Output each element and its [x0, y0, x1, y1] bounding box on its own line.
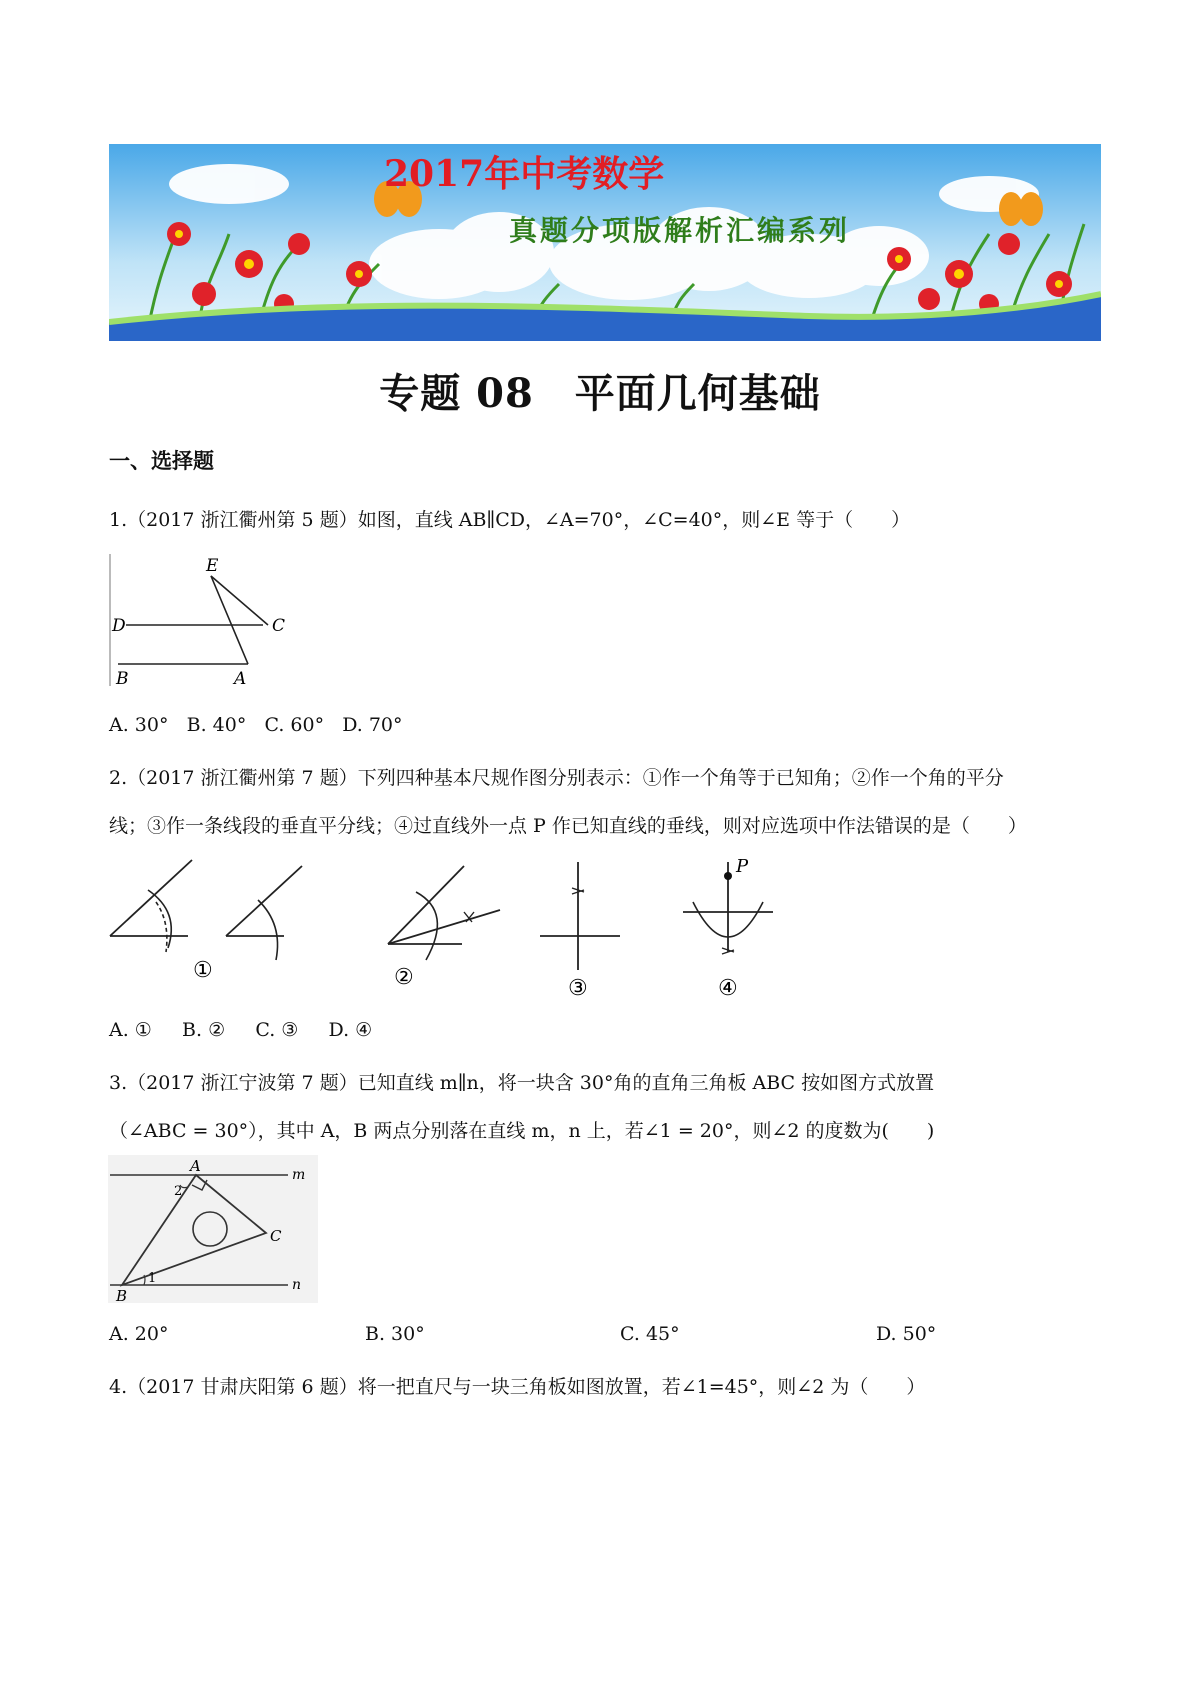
q1-option-b[interactable]: B. 40°: [186, 714, 247, 736]
q1-label-e: E: [206, 556, 219, 576]
q2-label-3: ③: [568, 976, 588, 1000]
q1-option-c[interactable]: C. 60°: [264, 714, 325, 736]
q1-label-d: D: [112, 616, 126, 636]
page-title-block: [0, 362, 1200, 419]
q2-label-1: ①: [193, 958, 213, 983]
question-1-figure: [108, 554, 303, 689]
q3-label-c: C: [270, 1227, 282, 1245]
q3-angle-2: 2: [174, 1184, 183, 1199]
question-1-options: [109, 714, 403, 736]
q3-angle-1: 1: [148, 1271, 157, 1286]
q1-option-a[interactable]: A. 30°: [109, 714, 169, 736]
q3-option-d[interactable]: D. 50°: [876, 1323, 937, 1345]
q2-label-p: P: [736, 856, 749, 877]
q2-label-4: ④: [718, 976, 738, 1000]
q2-option-d[interactable]: D. ④: [328, 1019, 373, 1041]
q1-label-b: B: [116, 669, 129, 689]
banner-heading: 2017年中考数学: [384, 153, 665, 195]
q2-label-2: ②: [394, 965, 414, 990]
q3-option-b[interactable]: B. 30°: [365, 1323, 425, 1345]
header-banner: [109, 144, 1101, 341]
question-2-text-line-2: 线；③作一条线段的垂直平分线；④过直线外一点 P 作已知直线的垂线，则对应选项中作法错误的是（ ）: [109, 815, 1027, 837]
q3-label-b: B: [116, 1287, 128, 1303]
banner-art: [109, 144, 1101, 341]
q1-label-a: A: [234, 669, 247, 689]
question-2-text-line-1: 2.（2017 浙江衢州第 7 题）下列四种基本尺规作图分别表示：①作一个角等于已知角；②作一个角的平分: [109, 767, 1004, 789]
question-1-text: 1.（2017 浙江衢州第 5 题）如图，直线 AB∥CD，∠A=70°，∠C=40°，则∠E 等于（ ）: [109, 509, 911, 531]
q2-option-b[interactable]: B. ②: [182, 1019, 226, 1041]
question-3-text-line-1: 3.（2017 浙江宁波第 7 题）已知直线 m∥n，将一块含 30°角的直角三角板 ABC 按如图方式放置: [109, 1072, 935, 1094]
q3-option-a[interactable]: A. 20°: [109, 1323, 169, 1345]
q1-label-c: C: [272, 616, 286, 636]
question-2-figure: [108, 852, 798, 1000]
q3-label-m: m: [292, 1167, 306, 1183]
q1-option-d[interactable]: D. 70°: [342, 714, 403, 736]
q2-option-a[interactable]: A. ①: [109, 1019, 152, 1041]
section-heading: 一、选择题: [109, 449, 214, 473]
q2-option-c[interactable]: C. ③: [255, 1019, 299, 1041]
q3-label-n: n: [292, 1277, 302, 1293]
question-2-options: [109, 1019, 372, 1041]
question-3-figure: [108, 1155, 318, 1303]
question-3-text-line-2: （∠ABC = 30°），其中 A，B 两点分别落在直线 m，n 上，若∠1 = 20°，则∠2 的度数为( ): [109, 1120, 935, 1142]
question-4-text: 4.（2017 甘肃庆阳第 6 题）将一把直尺与一块三角板如图放置，若∠1=45°，则∠2 为（ ）: [109, 1376, 926, 1398]
q3-option-c[interactable]: C. 45°: [620, 1323, 680, 1345]
banner-subheading: 真题分项版解析汇编系列: [509, 214, 851, 247]
q3-label-a: A: [190, 1157, 201, 1175]
page-title: 专题 08 平面几何基础: [379, 370, 821, 417]
